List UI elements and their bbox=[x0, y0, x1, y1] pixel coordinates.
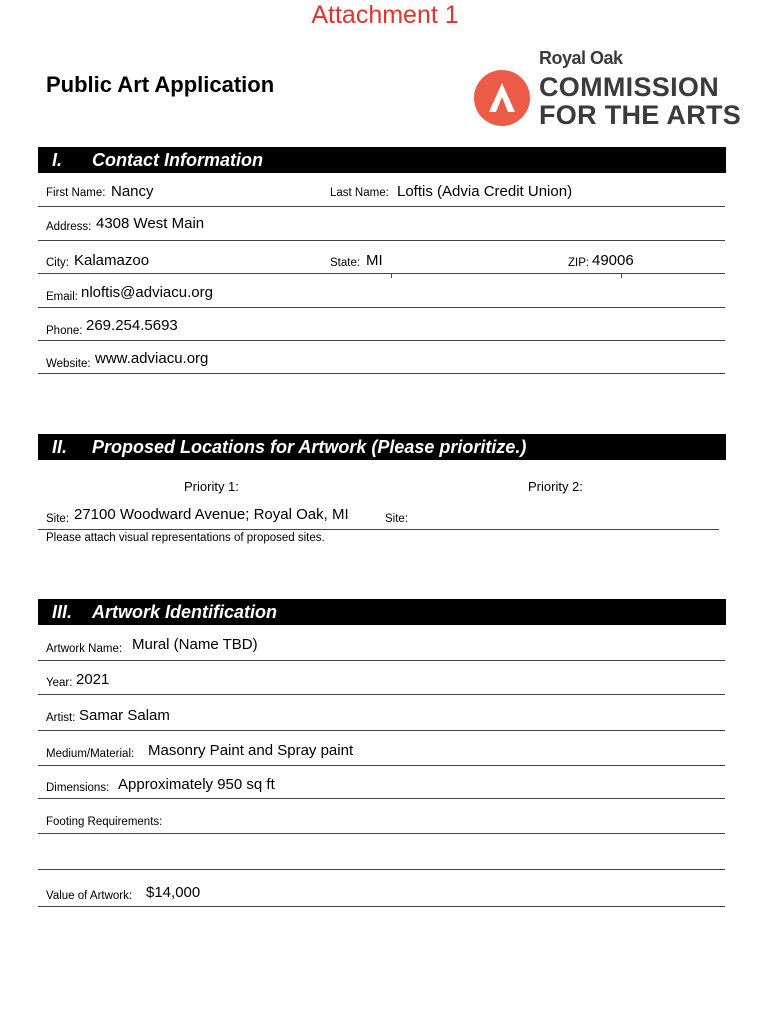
first-name-label: First Name: bbox=[46, 187, 106, 199]
artist-label: Artist: bbox=[46, 712, 76, 724]
phone-label: Phone: bbox=[46, 325, 83, 337]
section-title: Artwork Identification bbox=[92, 602, 278, 622]
value-field[interactable]: $14,000 bbox=[146, 884, 201, 901]
site-2-label: Site: bbox=[385, 513, 409, 525]
field-tick bbox=[621, 273, 622, 278]
last-name-field[interactable]: Loftis (Advia Credit Union) bbox=[397, 183, 573, 200]
medium-label: Medium/Material: bbox=[46, 748, 135, 760]
year-field[interactable]: 2021 bbox=[76, 671, 110, 688]
state-label: State: bbox=[330, 257, 361, 269]
row-divider bbox=[38, 206, 725, 207]
city-label: City: bbox=[46, 257, 69, 269]
email-field[interactable]: nloftis@adviacu.org bbox=[81, 284, 213, 301]
state-field[interactable]: MI bbox=[366, 252, 383, 269]
site-1-label: Site: bbox=[46, 513, 70, 525]
section-header-contact bbox=[38, 147, 726, 173]
city-field[interactable]: Kalamazoo bbox=[74, 252, 150, 269]
row-divider bbox=[38, 529, 719, 530]
last-name-label: Last Name: bbox=[330, 187, 389, 199]
logo-for-the-arts: FOR THE ARTS bbox=[539, 100, 742, 130]
section-number: II. bbox=[52, 437, 68, 457]
artwork-name-field[interactable]: Mural (Name TBD) bbox=[132, 636, 258, 653]
row-divider bbox=[38, 240, 725, 241]
section-number: III. bbox=[52, 602, 73, 622]
row-divider bbox=[38, 694, 725, 695]
row-divider bbox=[38, 373, 725, 374]
first-name-field[interactable]: Nancy bbox=[111, 183, 154, 200]
section-title: Contact Information bbox=[92, 150, 263, 170]
dimensions-field[interactable]: Approximately 950 sq ft bbox=[118, 776, 275, 793]
page-title: Public Art Application bbox=[46, 72, 275, 97]
value-label: Value of Artwork: bbox=[46, 890, 133, 902]
year-label: Year: bbox=[46, 677, 73, 689]
zip-field[interactable]: 49006 bbox=[592, 252, 634, 269]
artwork-name-label: Artwork Name: bbox=[46, 643, 123, 655]
section-header-locations bbox=[38, 434, 726, 460]
row-divider bbox=[38, 307, 725, 308]
row-divider bbox=[38, 765, 725, 766]
section-number: I. bbox=[52, 150, 63, 170]
website-label: Website: bbox=[46, 358, 91, 370]
phone-field[interactable]: 269.254.5693 bbox=[86, 317, 178, 334]
attachment-label: Attachment 1 bbox=[311, 1, 459, 29]
row-divider bbox=[38, 833, 725, 834]
section-title: Proposed Locations for Artwork (Please prioritize.) bbox=[92, 437, 527, 457]
row-divider bbox=[38, 798, 725, 799]
row-divider bbox=[38, 660, 725, 661]
address-label: Address: bbox=[46, 221, 92, 233]
priority-2-label: Priority 2: bbox=[528, 479, 583, 494]
attach-note: Please attach visual representations of proposed sites. bbox=[46, 532, 325, 544]
field-tick bbox=[391, 273, 392, 278]
priority-1-label: Priority 1: bbox=[184, 479, 239, 494]
logo-mark-icon bbox=[474, 70, 530, 126]
row-divider bbox=[38, 869, 725, 870]
logo-commission: COMMISSION bbox=[539, 72, 720, 102]
website-field[interactable]: www.adviacu.org bbox=[95, 350, 209, 367]
row-divider bbox=[38, 340, 725, 341]
row-divider bbox=[38, 906, 725, 907]
address-field[interactable]: 4308 West Main bbox=[96, 215, 205, 232]
commission-logo bbox=[472, 48, 742, 130]
row-divider bbox=[38, 730, 725, 731]
section-header-artwork bbox=[38, 599, 726, 625]
medium-field[interactable]: Masonry Paint and Spray paint bbox=[148, 742, 354, 759]
email-label: Email: bbox=[46, 291, 78, 303]
footing-label: Footing Requirements: bbox=[46, 816, 163, 828]
site-1-field[interactable]: 27100 Woodward Avenue; Royal Oak, MI bbox=[74, 506, 349, 523]
zip-label: ZIP: bbox=[568, 257, 590, 269]
logo-royal-oak: Royal Oak bbox=[539, 48, 623, 68]
artist-field[interactable]: Samar Salam bbox=[79, 707, 170, 724]
dimensions-label: Dimensions: bbox=[46, 782, 110, 794]
